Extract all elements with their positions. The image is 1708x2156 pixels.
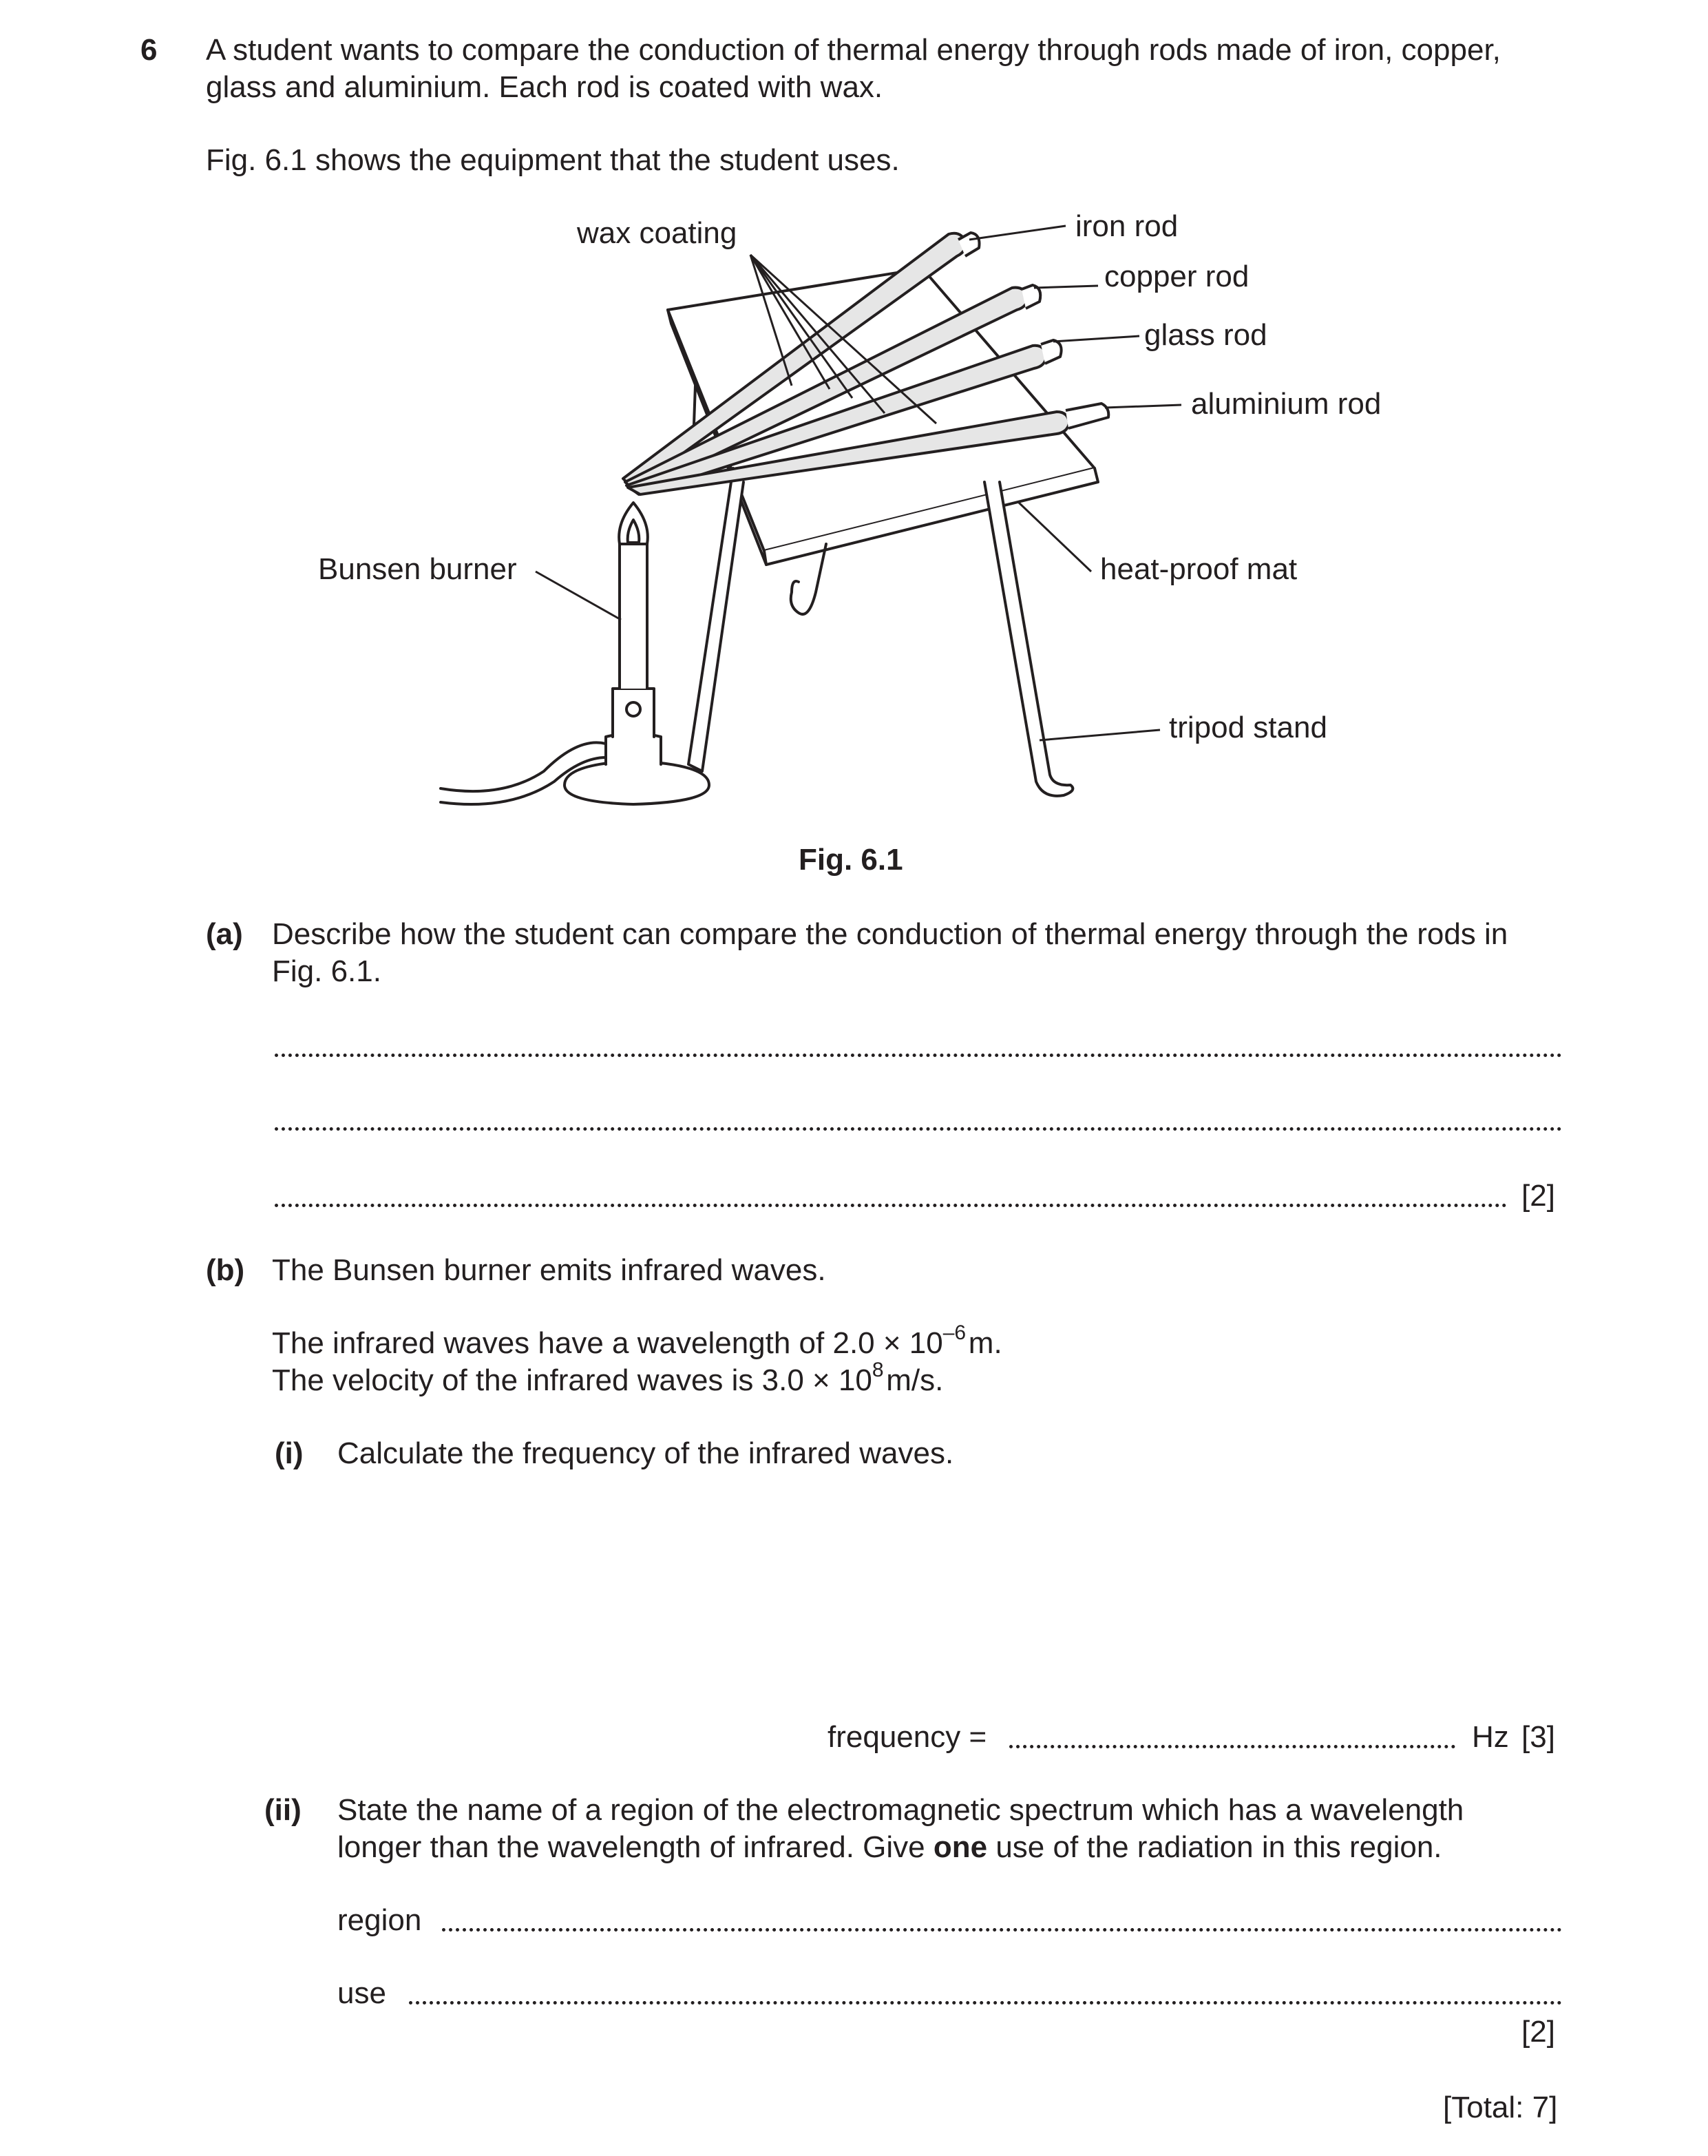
part-a-marks: [2] (1521, 1179, 1555, 1213)
region-answer-line[interactable] (442, 1928, 1562, 1932)
label-copper-rod: copper rod (1104, 260, 1250, 293)
label-aluminium-rod: aluminium rod (1191, 387, 1382, 421)
answer-line-a-1[interactable] (275, 1054, 1562, 1057)
total-marks: [Total: 7] (1443, 2091, 1558, 2124)
label-wax-coating: wax coating (577, 216, 737, 250)
tripod-right-leg (984, 482, 1073, 796)
question-number: 6 (140, 33, 158, 67)
figure-intro: Fig. 6.1 shows the equipment that the student uses. (206, 143, 900, 177)
answer-line-a-3[interactable] (275, 1204, 1507, 1207)
label-heat-proof-mat: heat-proof mat (1100, 552, 1298, 586)
use-label: use (337, 1976, 386, 2010)
frequency-answer-line[interactable] (1009, 1745, 1455, 1748)
frequency-answer-label: frequency = (827, 1720, 987, 1754)
label-glass-rod: glass rod (1144, 318, 1267, 352)
part-b-ii-label: (ii) (264, 1793, 302, 1827)
question-intro-line-1: A student wants to compare the conduction of thermal energy through rods made of iron, copper, (206, 33, 1501, 67)
bunsen-flame (619, 503, 648, 544)
part-b-i-marks: [3] (1521, 1720, 1555, 1754)
bunsen-base (565, 761, 709, 804)
part-b-label: (b) (206, 1253, 245, 1287)
question-intro-line-2: glass and aluminium. Each rod is coated with wax. (206, 70, 883, 104)
part-b-velocity: The velocity of the infrared waves is $3.0 \times 10^8$ m/s. (272, 1359, 944, 1397)
part-b-statement: The Bunsen burner emits infrared waves. (272, 1253, 826, 1287)
use-answer-line[interactable] (409, 2001, 1562, 2005)
region-label: region (337, 1903, 422, 1937)
frequency-unit: Hz (1472, 1720, 1509, 1754)
tripod-left-leg (688, 468, 744, 771)
answer-line-a-2[interactable] (275, 1127, 1562, 1131)
figure-caption: Fig. 6.1 (799, 843, 903, 877)
part-b-wavelength: The infrared waves have a wavelength of $2.0 \times 10^{-6}$ m. (272, 1321, 1002, 1360)
part-b-ii-line-2: longer than the wavelength of infrared. Give one use of the radiation in this region. (337, 1830, 1442, 1864)
label-bunsen-burner: Bunsen burner (318, 552, 517, 586)
part-b-ii-marks: [2] (1521, 2015, 1555, 2049)
part-b-ii-line-1: State the name of a region of the electromagnetic spectrum which has a wavelength (337, 1793, 1464, 1827)
part-b-i-label: (i) (275, 1436, 304, 1470)
part-b-i-text: Calculate the frequency of the infrared waves. (337, 1436, 954, 1470)
label-iron-rod: iron rod (1075, 209, 1179, 243)
part-a-label: (a) (206, 917, 243, 951)
bunsen-collar (613, 689, 654, 737)
part-a-line-2: Fig. 6.1. (272, 954, 381, 988)
figure-apparatus-diagram (0, 0, 1708, 895)
bunsen-tube (620, 544, 647, 689)
part-a-line-1: Describe how the student can compare the conduction of thermal energy through the rods in (272, 917, 1508, 951)
label-tripod-stand: tripod stand (1169, 711, 1327, 744)
